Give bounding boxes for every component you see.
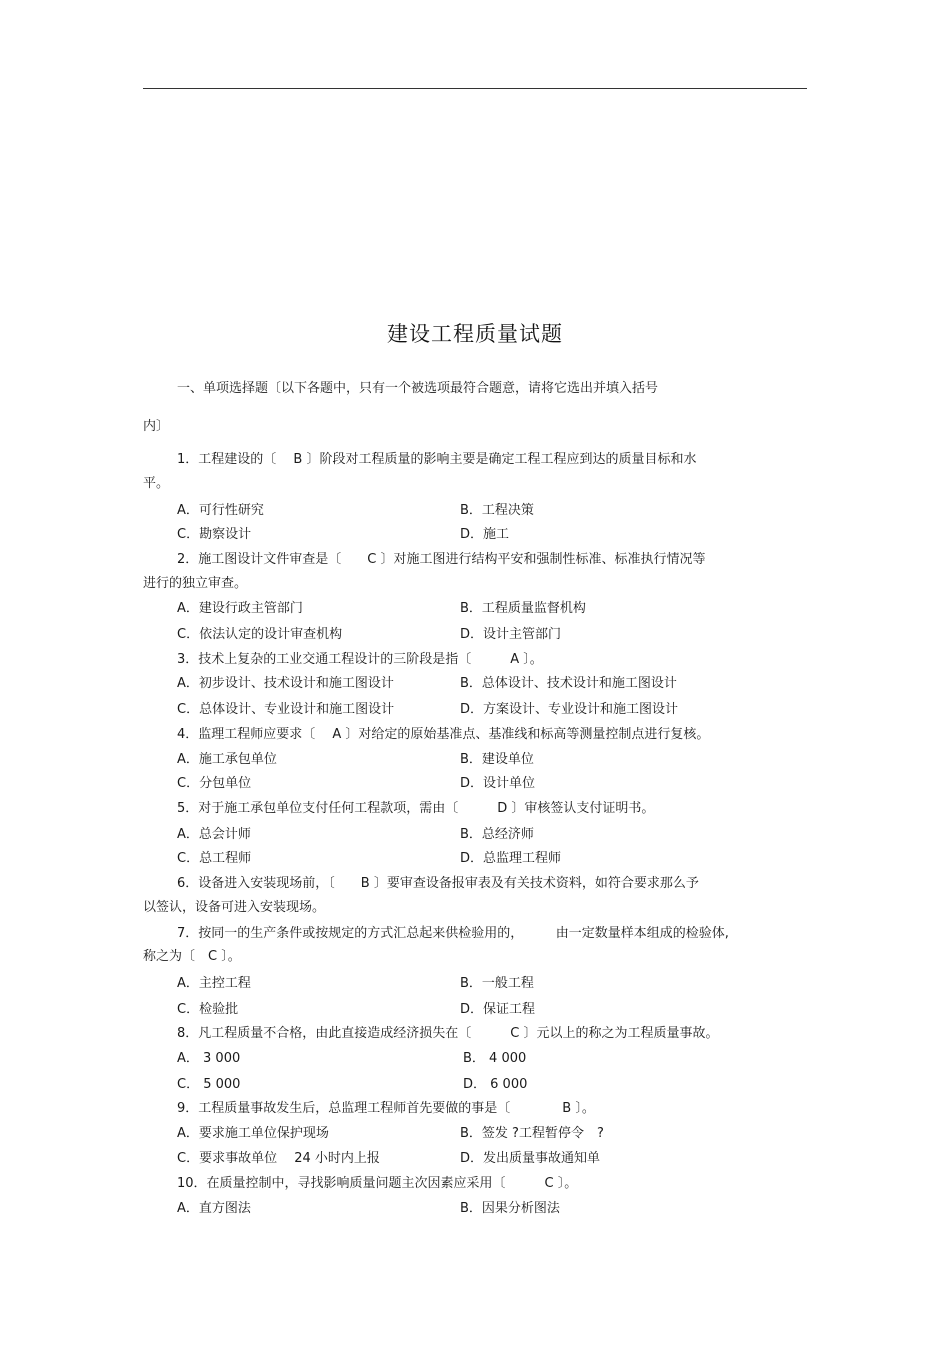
q9-option-d: D．发出质量事故通知单	[460, 1151, 601, 1166]
q9-option-c: C．要求事故单位 24 小时内上报	[177, 1151, 380, 1166]
q3-option-b: B．总体设计、技术设计和施工图设计	[460, 676, 677, 691]
question-10: 10．在质量控制中，寻找影响质量问题主次因素应采用〔 C 〕。	[177, 1176, 578, 1191]
q8-option-c: C． 5 000	[177, 1077, 241, 1092]
q9-option-b: B．签发 ?工程暂停令 ?	[460, 1126, 604, 1141]
question-1-cont: 平。	[143, 476, 170, 491]
q5-option-a: A．总会计师	[177, 827, 251, 842]
question-6: 6．设备进入安装现场前，〔 B 〕要审查设备报审表及有关技术资料，如符合要求那么予	[177, 876, 699, 891]
q8-option-d: D． 6 000	[463, 1077, 528, 1092]
q7-option-d: D．保证工程	[460, 1002, 536, 1017]
q8-option-a: A． 3 000	[177, 1051, 241, 1066]
q2-option-a: A．建设行政主管部门	[177, 601, 303, 616]
q1-option-a: A．可行性研究	[177, 503, 264, 518]
q3-option-d: D．方案设计、专业设计和施工图设计	[460, 702, 679, 717]
q1-option-b: B．工程决策	[460, 503, 534, 518]
question-8: 8．凡工程质量不合格，由此直接造成经济损失在〔 C 〕元以上的称之为工程质量事故。	[177, 1026, 719, 1041]
question-2-cont: 进行的独立审查。	[143, 576, 248, 591]
q3-option-a: A．初步设计、技术设计和施工图设计	[177, 676, 394, 691]
header-rule	[143, 88, 807, 89]
q4-option-c: C．分包单位	[177, 776, 252, 791]
q1-option-d: D．施工	[460, 527, 510, 542]
q8-option-b: B． 4 000	[463, 1051, 527, 1066]
q4-option-a: A．施工承包单位	[177, 752, 277, 767]
q10-option-b: B．因果分析图法	[460, 1201, 560, 1216]
q5-option-c: C．总工程师	[177, 851, 252, 866]
q7-option-a: A．主控工程	[177, 976, 251, 991]
question-1: 1．工程建设的〔 B 〕阶段对工程质量的影响主要是确定工程工程应到达的质量目标和水	[177, 452, 697, 467]
q2-option-b: B．工程质量监督机构	[460, 601, 586, 616]
section-heading: 一、单项选择题〔以下各题中，只有一个被选项最符合题意，请将它选出并填入括号	[177, 381, 659, 396]
question-5: 5．对于施工承包单位支付任何工程款项，需由〔 D 〕审核签认支付证明书。	[177, 801, 655, 816]
q9-option-a: A．要求施工单位保护现场	[177, 1126, 329, 1141]
q4-option-d: D．设计单位	[460, 776, 536, 791]
page-title: 建设工程质量试题	[387, 322, 563, 346]
q2-option-c: C．依法认定的设计审查机构	[177, 627, 343, 642]
q1-option-c: C．勘察设计	[177, 527, 252, 542]
question-6-cont: 以签认，设备可进入安装现场。	[143, 900, 326, 915]
q7-option-b: B．一般工程	[460, 976, 534, 991]
q5-option-d: D．总监理工程师	[460, 851, 562, 866]
q5-option-b: B．总经济师	[460, 827, 534, 842]
question-9: 9．工程质量事故发生后，总监理工程师首先要做的事是〔 B 〕。	[177, 1101, 595, 1116]
question-4: 4．监理工程师应要求〔 A 〕对给定的原始基准点、基准线和标高等测量控制点进行复核。	[177, 727, 710, 742]
question-3: 3．技术上复杂的工业交通工程设计的三阶段是指〔 A 〕。	[177, 652, 543, 667]
question-7: 7．按同一的生产条件或按规定的方式汇总起来供检验用的， 由一定数量样本组成的检验体,	[177, 926, 729, 941]
section-heading-cont: 内〕	[143, 419, 170, 434]
question-2: 2．施工图设计文件审查是〔 C 〕对施工图进行结构平安和强制性标准、标准执行情况等	[177, 552, 706, 567]
q4-option-b: B．建设单位	[460, 752, 534, 767]
q10-option-a: A．直方图法	[177, 1201, 251, 1216]
q3-option-c: C．总体设计、专业设计和施工图设计	[177, 702, 395, 717]
question-7-cont: 称之为〔 C 〕。	[143, 949, 241, 964]
q2-option-d: D．设计主管部门	[460, 627, 562, 642]
q7-option-c: C．检验批	[177, 1002, 239, 1017]
